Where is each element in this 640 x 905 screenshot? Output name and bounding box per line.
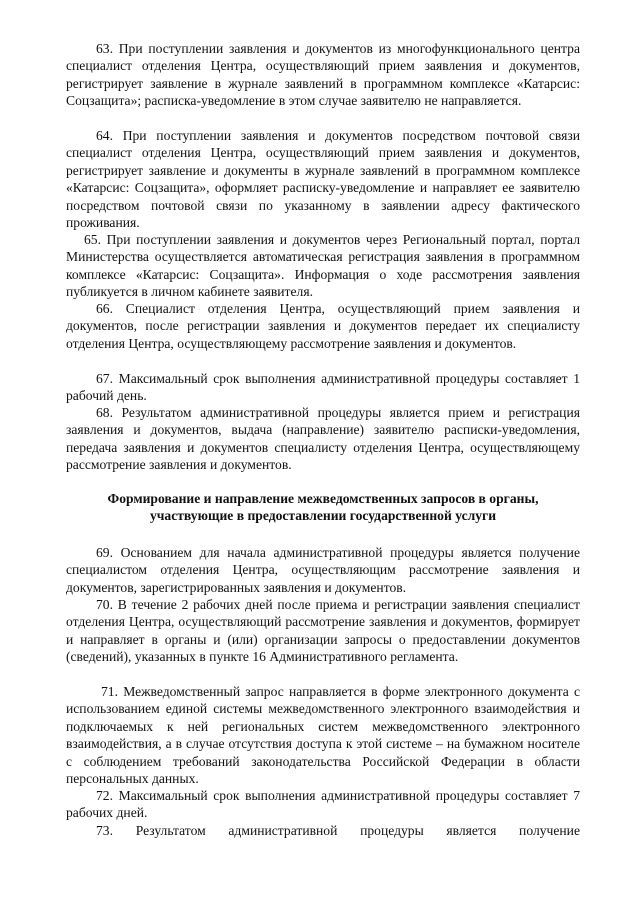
paragraph-70: 70. В течение 2 рабочих дней после приема и регистрации заявления специалист отделения Центра, осуществляющий рассмотрение заявления и документов, формирует и направляет в органы и (или) организации запросы о предоставлении документов (сведений), указанных в пункте 16 Административного регламента. — [66, 597, 580, 665]
paragraph-65: 65. При поступлении заявления и документов через Региональный портал, портал Министерства осуществляется автоматическая регистрация заявления в программном комплексе «Катарсис: Соцзащита». Информация о ходе рассмотрения заявления публикуется в личном кабинете заявителя. — [66, 232, 580, 300]
paragraph-66: 66. Специалист отделения Центра, осуществляющий прием заявления и документов, после регистрации заявления и документов передает их специалисту отделения Центра, осуществляющему рассмотрение заявления и документов. — [66, 301, 580, 351]
paragraph-72: 72. Максимальный срок выполнения административной процедуры составляет 7 рабочих дней. — [66, 788, 580, 821]
paragraph-67: 67. Максимальный срок выполнения административной процедуры составляет 1 рабочий день. — [66, 371, 580, 404]
paragraph-69: 69. Основанием для начала административной процедуры является получение специалистом отделения Центра, осуществляющим рассмотрение заявления и документов, зарегистрированных заявления и документов. — [66, 545, 580, 595]
section-heading: Формирование и направление межведомственных запросов в органы, участвующие в предоставлении государственной услуги — [107, 491, 539, 524]
paragraph-64: 64. При поступлении заявления и документов посредством почтовой связи специалист отделения Центра, осуществляющий прием заявления и документов, регистрирует заявление и документы в журнале заявлений в программном комплексе «Катарсис: Соцзащита», оформляет расписку-уведомление и направляет ее заявителю посредством почтовой связи по указанному в заявлении адресу фактического проживания. — [66, 128, 580, 231]
paragraph-71: 71. Межведомственный запрос направляется в форме электронного документа с использованием единой системы межведомственного электронного взаимодействия и подключаемых к ней региональных систем межведомственного электронного взаимодействия, а в случае отсутствия доступа к этой системе – на бумажном носителе с соблюдением требований законодательства Российской Федерации в области персональных данных. — [66, 684, 580, 787]
paragraph-68: 68. Результатом административной процедуры является прием и регистрация заявления и документов, выдача (направление) заявителю расписки-уведомления, передача заявления и документов специалисту отделения Центра, осуществляющему рассмотрение заявления и документов. — [66, 405, 580, 473]
paragraph-73: 73. Результатом административной процедуры является получение — [96, 823, 580, 838]
paragraph-63: 63. При поступлении заявления и документов из многофункционального центра специалист отделения Центра, осуществляющий прием заявления и документов, регистрирует заявление в журнале заявлений в программном комплексе «Катарсис: Соцзащита»; расписка-уведомление в этом случае заявителю не направляется. — [66, 41, 580, 109]
